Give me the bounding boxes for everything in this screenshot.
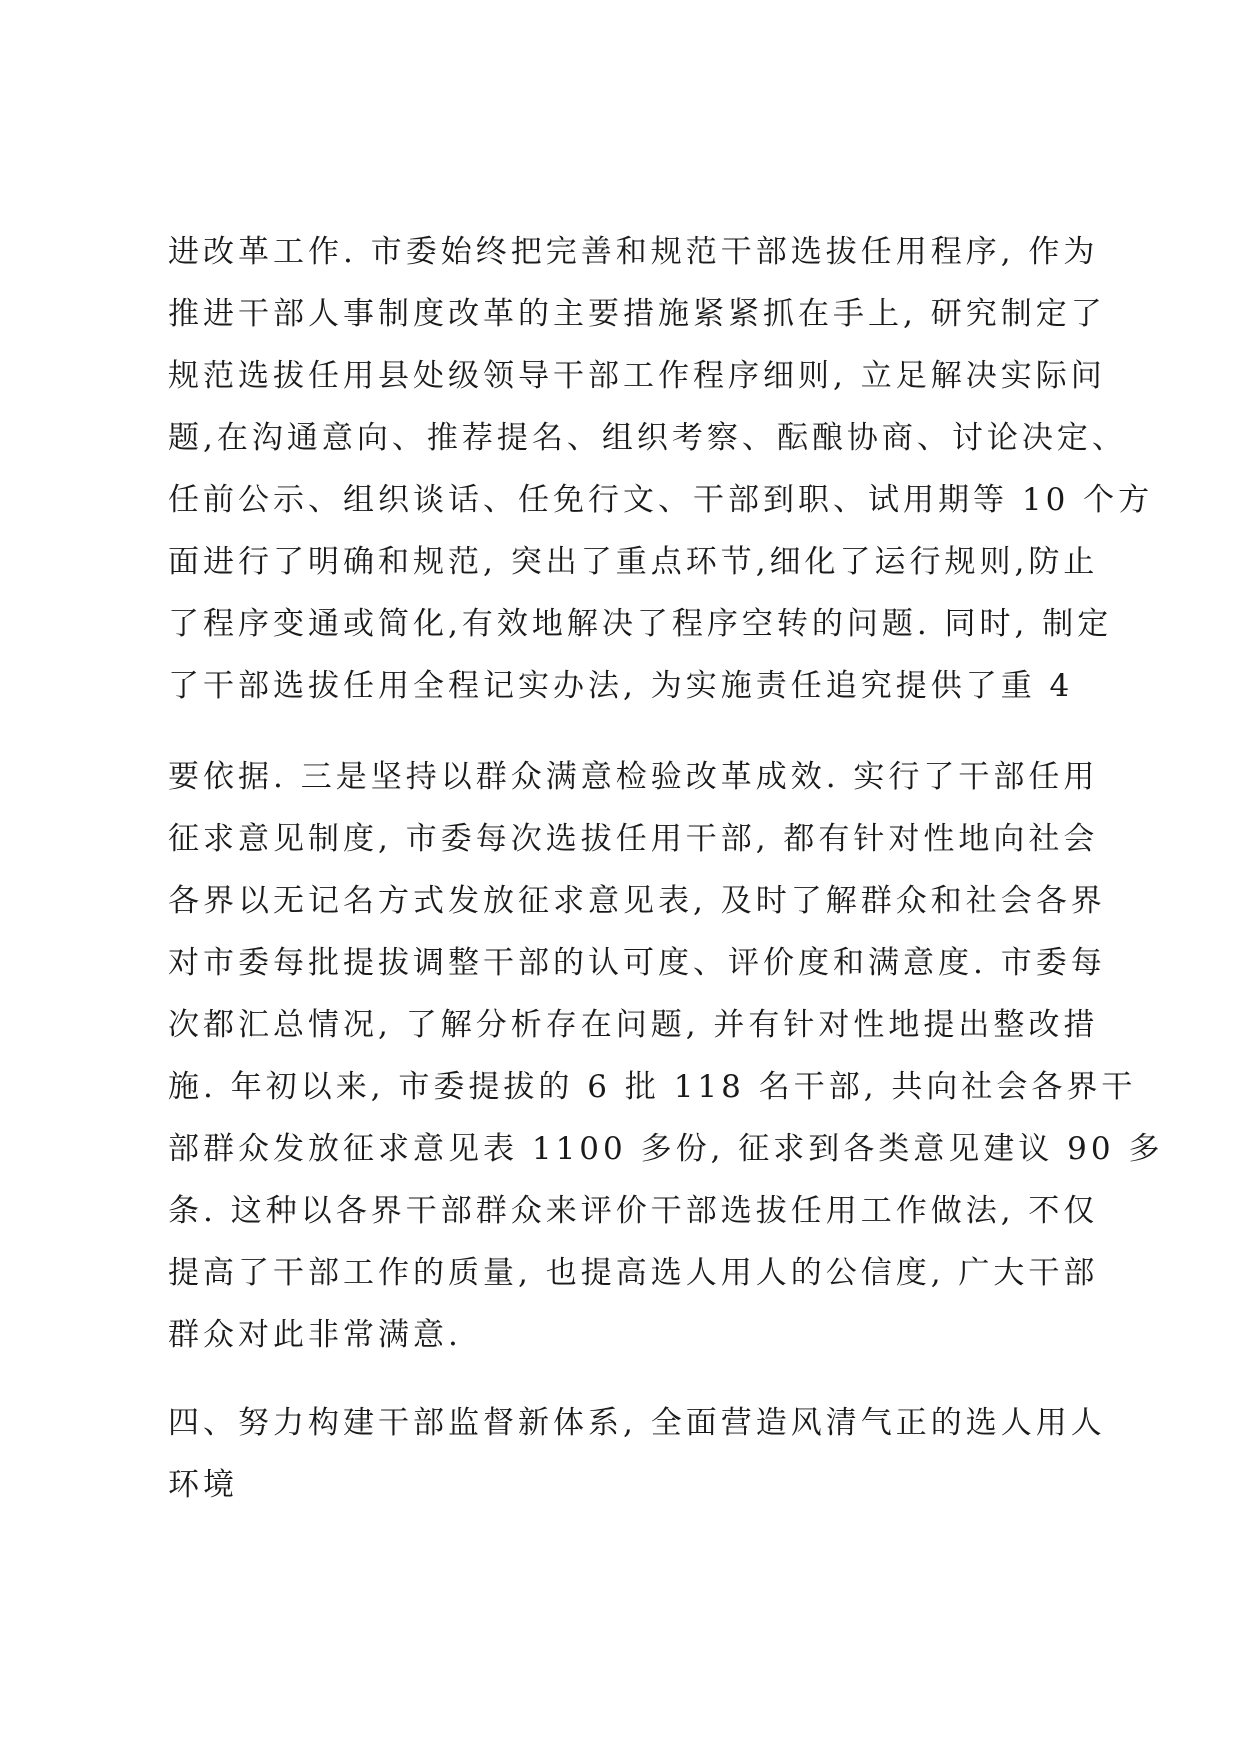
text-line: 征求意见制度, 市委每次选拔任用干部, 都有针对性地向社会 — [168, 821, 1099, 857]
text-line: 提高了干部工作的质量, 也提高选人用人的公信度, 广大干部 — [168, 1255, 1099, 1291]
text-line: 面进行了明确和规范, 突出了重点环节,细化了运行规则,防止 — [168, 544, 1099, 580]
paragraph-program-standardization — [168, 221, 1154, 717]
text-line: 各界以无记名方式发放征求意见表, 及时了解群众和社会各界 — [168, 883, 1106, 919]
section-heading-supervision — [168, 1392, 1106, 1516]
text-line: 施. 年初以来, 市委提拔的 6 批 118 名干部, 共向社会各界干 — [168, 1069, 1137, 1105]
text-line: 了程序变通或简化,有效地解决了程序空转的问题. 同时, 制定 — [168, 606, 1113, 642]
text-line: 了干部选拔任用全程记实办法, 为实施责任追究提供了重 4 — [168, 668, 1074, 704]
text-line: 条. 这种以各界干部群众来评价干部选拔任用工作做法, 不仅 — [168, 1193, 1099, 1229]
text-line: 推进干部人事制度改革的主要措施紧紧抓在手上, 研究制定了 — [168, 296, 1106, 332]
text-line: 要依据. 三是坚持以群众满意检验改革成效. 实行了干部任用 — [168, 759, 1099, 795]
text-line: 次都汇总情况, 了解分析存在问题, 并有针对性地提出整改措 — [168, 1007, 1099, 1043]
heading-line: 四、努力构建干部监督新体系, 全面营造风清气正的选人用人 — [168, 1405, 1106, 1441]
heading-line: 环境 — [168, 1467, 238, 1503]
text-line: 规范选拔任用县处级领导干部工作程序细则, 立足解决实际问 — [168, 358, 1106, 394]
text-line: 部群众发放征求意见表 1100 多份, 征求到各类意见建议 90 多 — [168, 1131, 1164, 1167]
paragraph-public-satisfaction — [168, 746, 1164, 1366]
text-line: 进改革工作. 市委始终把完善和规范干部选拔任用程序, 作为 — [168, 234, 1099, 270]
text-line: 任前公示、组织谈话、任免行文、干部到职、试用期等 10 个方 — [168, 482, 1154, 518]
text-line: 题,在沟通意向、推荐提名、组织考察、酝酿协商、讨论决定、 — [168, 420, 1127, 456]
text-line: 群众对此非常满意. — [168, 1317, 462, 1353]
text-line: 对市委每批提拔调整干部的认可度、评价度和满意度. 市委每 — [168, 945, 1106, 981]
